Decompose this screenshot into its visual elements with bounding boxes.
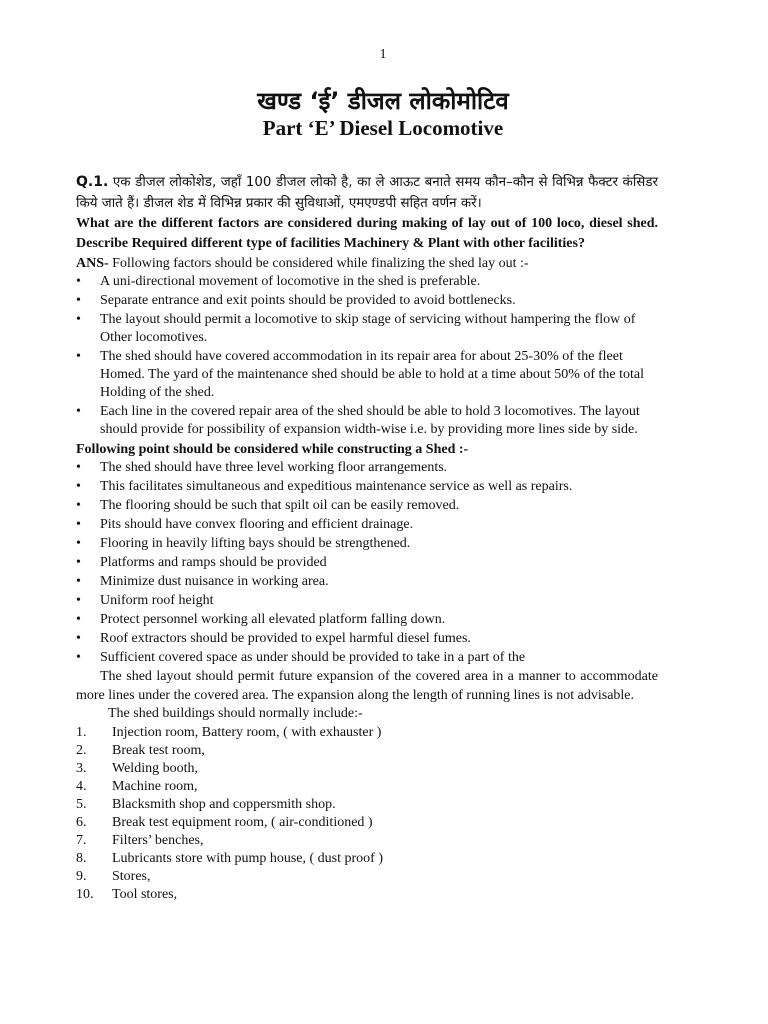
bullet-glyph: • — [76, 574, 81, 589]
question-hindi — [76, 172, 658, 214]
question-label: Q.1. — [76, 174, 109, 190]
bullet-glyph: • — [76, 498, 81, 513]
bullet-glyph: • — [76, 404, 81, 419]
list-item: • Uniform roof height — [76, 593, 214, 608]
layout-paragraph: The shed layout should permit future expansion of the covered area in a manner to accommodate more lines under the covered area. The expansion along the length of running lines is not advisable. — [76, 669, 658, 703]
list-item: • Platforms and ramps should be provided — [76, 555, 327, 570]
list-item: 4. Machine room, — [76, 778, 198, 794]
list-item: • The flooring should be such that spilt oil can be easily removed. — [76, 498, 460, 513]
page-number: 1 — [379, 47, 387, 62]
list-item: 6. Break test equipment room, ( air-conditioned ) — [76, 814, 373, 830]
list-item: 2. Break test room, — [76, 742, 205, 758]
question-block — [76, 172, 658, 904]
bullet-glyph: • — [76, 631, 81, 646]
bullet-glyph: • — [76, 293, 81, 308]
list-item: • The shed should have covered accommodation in its repair area for about 25-30% of the fleet Homed. The yard of the maintenance shed should be able to hold at a time about 50% of the total Holding of the shed. — [76, 349, 645, 400]
list-item: • Minimize dust nuisance in working area. — [76, 574, 329, 589]
question-english: What are the different factors are considered during making of lay out of 100 loco, diesel shed. Describe Required different type of facilities Machinery & Plant with other facilities? — [76, 216, 658, 251]
bullet-glyph: • — [76, 593, 81, 608]
bullet-glyph: • — [76, 460, 81, 475]
list-item: 9. Stores, — [76, 868, 151, 884]
list-item: • Protect personnel working all elevated platform falling down. — [76, 612, 446, 627]
buildings-intro: The shed buildings should normally include:- — [108, 706, 363, 721]
list-item: • Each line in the covered repair area of the shed should be able to hold 3 locomotives. The layout should provide for possibility of expansion width-wise i.e. by providing more lines side by side. — [76, 404, 640, 437]
bullet-glyph: • — [76, 312, 81, 327]
list-item: 8. Lubricants store with pump house, ( dust proof ) — [76, 850, 384, 866]
question-hindi-text: एक डीजल लोकोशेड, जहाँ 100 डीजल लोको है, का ले आऊट बनाते समय कौन–कौन से विभिन्न फैक्टर कंसिडर किये जाते हैं। डीजल शेड में विभिन्न प्रकार की सुविधाओं, एमएण्डपी सहित वर्णन करें। — [76, 175, 658, 211]
list-item: 3. Welding booth, — [76, 760, 198, 776]
list-item: • Pits should have convex flooring and efficient drainage. — [76, 517, 414, 532]
answer-bullet-list — [76, 273, 658, 439]
construction-bullet-list — [76, 459, 658, 667]
answer-label: ANS- — [76, 256, 109, 271]
list-item: • This facilitates simultaneous and expeditious maintenance service as well as repairs. — [76, 479, 573, 494]
bullet-glyph: • — [76, 349, 81, 364]
bullet-glyph: • — [76, 612, 81, 627]
list-item: • Sufficient covered space as under should be provided to take in a part of the — [76, 650, 526, 665]
list-item: • Flooring in heavily lifting bays should be strengthened. — [76, 536, 411, 551]
list-item: 1. Injection room, Battery room, ( with exhauster ) — [76, 724, 382, 740]
bullet-glyph: • — [76, 517, 81, 532]
list-item: • Separate entrance and exit points should be provided to avoid bottlenecks. — [76, 293, 516, 308]
title-hindi: खण्ड ‘ई’ डीजल लोकोमोटिव — [257, 87, 509, 115]
list-item: • The layout should permit a locomotive to skip stage of servicing without hampering the flow of Other locomotives. — [76, 312, 636, 345]
bullet-glyph: • — [76, 479, 81, 494]
answer-intro-text: Following factors should be considered while finalizing the shed lay out :- — [108, 256, 529, 271]
bullet-glyph: • — [76, 650, 81, 665]
list-item: • Roof extractors should be provided to expel harmful diesel fumes. — [76, 631, 471, 646]
list-item: 7. Filters’ benches, — [76, 832, 204, 848]
title-english: Part ‘E’ Diesel Locomotive — [262, 116, 504, 140]
bullet-glyph: • — [76, 274, 81, 289]
bullet-glyph: • — [76, 555, 81, 570]
buildings-list — [76, 724, 658, 904]
list-item: 5. Blacksmith shop and coppersmith shop. — [76, 796, 336, 812]
answer-intro — [76, 254, 658, 273]
list-item: • A uni-directional movement of locomotive in the shed is preferable. — [76, 274, 481, 289]
list-item: 10. Tool stores, — [76, 886, 178, 902]
list-item: • The shed should have three level working floor arrangements. — [76, 460, 448, 475]
construction-heading: Following point should be considered while constructing a Shed :- — [76, 442, 469, 457]
bullet-glyph: • — [76, 536, 81, 551]
